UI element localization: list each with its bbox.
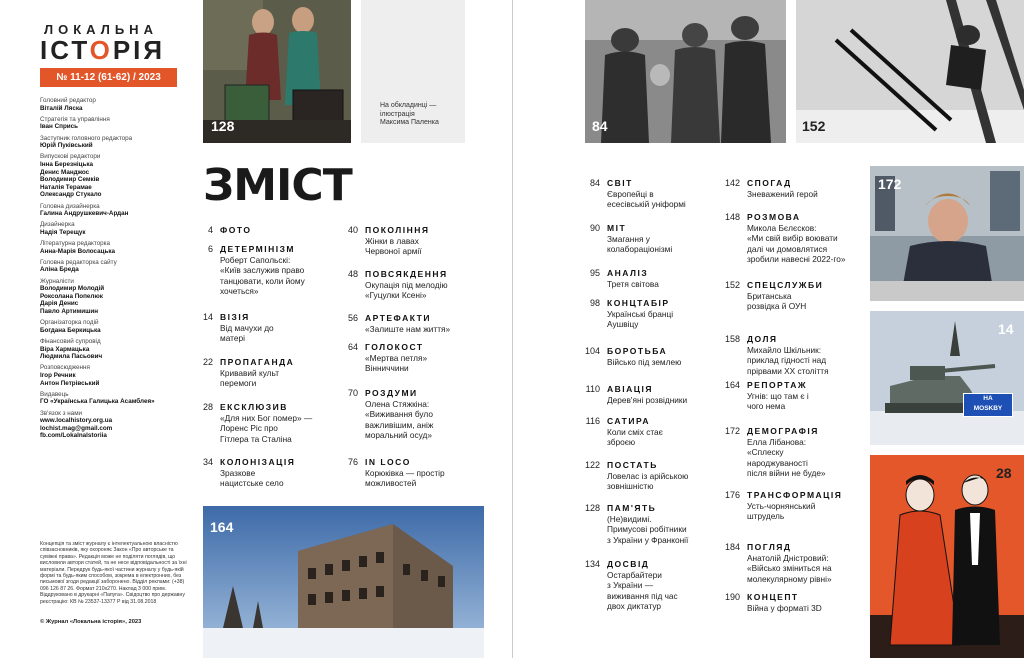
staff-name: Юрій Пуківський <box>40 142 93 150</box>
toc-description: Кривавий культ перемоги <box>220 368 279 389</box>
staff-name: Володимир Молодій Роксолана Попелюк Дарія Денис Павло Артимишин <box>40 285 105 315</box>
toc-description: Остарбайтери з України — виживання під час двох диктатур <box>607 570 678 612</box>
staff-group <box>40 391 190 406</box>
toc-description: Роберт Сапольскі: «Київ заслужив право танцювати, коли йому хочеться» <box>220 255 305 297</box>
toc-page-number: 48 <box>347 269 358 279</box>
staff-role: Головна дизайнерка <box>40 202 100 210</box>
toc-page-number: 4 <box>207 225 213 235</box>
staff-group <box>40 153 190 199</box>
toc-description: Елла Лібанова: «Сплеску народжуваності після війни не буде» <box>747 437 826 479</box>
toc-description: Дерев'яні розвідники <box>607 395 688 405</box>
toc-section-title: АРТЕФАКТИ <box>365 313 431 323</box>
toc-page-number: 64 <box>347 342 358 352</box>
photo-illustration <box>870 455 1024 658</box>
staff-name: Надія Терещук <box>40 228 86 236</box>
page-fold <box>512 0 513 658</box>
staff-name: Віталій Ляска <box>40 104 83 112</box>
toc-page-number: 172 <box>724 426 740 436</box>
staff-role: Заступник головного редактора <box>40 134 133 142</box>
toc-page-number: 184 <box>724 542 740 552</box>
toc-section-title: ПОГЛЯД <box>747 542 792 552</box>
photo-page-number: 152 <box>802 118 826 134</box>
toc-section-title: ПОКОЛІННЯ <box>365 225 430 235</box>
toc-description: Жінки в лавах Червоної армії <box>365 236 422 257</box>
toc-description: Михайло Шкільник: приклад гідності над прірвами ХХ століття <box>747 345 829 376</box>
toc-section-title: АВІАЦІЯ <box>607 384 653 394</box>
photo-page-number: 128 <box>211 118 235 134</box>
photo-page-number: 14 <box>998 321 1014 337</box>
toc-page-number: 134 <box>584 559 600 569</box>
toc-page-number: 95 <box>589 268 600 278</box>
toc-page-number: 40 <box>347 225 358 235</box>
staff-role: Головна редакторка сайту <box>40 258 117 266</box>
photo-cover-illustration <box>870 455 1024 658</box>
toc-description: Військо під землею <box>607 357 682 367</box>
photo-ski-jumper <box>796 0 1024 143</box>
photo-ella-libanova <box>870 166 1024 301</box>
toc-description: Ловелас із арійською зовнішністю <box>607 471 689 492</box>
logo-part-b: РІЯ <box>112 35 166 65</box>
staff-name: Іван Спрись <box>40 123 79 131</box>
staff-name: Анна-Марія Волосацька <box>40 247 115 255</box>
toc-description: Окупація під мелодію «Гуцулки Ксені» <box>365 280 448 301</box>
toc-section-title: РЕПОРТАЖ <box>747 380 808 390</box>
staff-name: ГО «Українська Галицька Асамблея» <box>40 398 155 406</box>
photo-illustration <box>796 0 1024 143</box>
logo-part-o: О <box>89 35 113 65</box>
photo-illustration <box>203 506 484 658</box>
road-sign: НА MOSKBY <box>963 393 1013 417</box>
toc-section-title: СПЕЦСЛУЖБИ <box>747 280 824 290</box>
photo-page-number: 172 <box>878 176 902 192</box>
toc-section-title: КОНЦЕПТ <box>747 592 799 602</box>
toc-description: (Не)видимі. Примусові робітники з України у Франконії <box>607 514 689 545</box>
toc-column-2 <box>340 225 510 505</box>
toc-description: Європейці в есесівській уніформі <box>607 189 686 210</box>
toc-page-number: 76 <box>347 457 358 467</box>
toc-description: Британська розвідка й ОУН <box>747 291 807 312</box>
toc-description: Микола Бєлєсков: «Ми свій вибір воювати далі чи домовлятися зробили навесні 2022-го» <box>747 223 846 265</box>
toc-section-title: САТИРА <box>607 416 651 426</box>
staff-role: Розповсюдження <box>40 364 90 372</box>
toc-page-number: 14 <box>202 312 213 322</box>
toc-section-title: IN LOCO <box>365 457 411 467</box>
toc-page-number: 176 <box>724 490 740 500</box>
staff-group <box>40 203 190 218</box>
staff-role: Випускові редактори <box>40 153 101 161</box>
toc-page-number: 116 <box>585 416 600 426</box>
copyright: © Журнал «Локальна історія», 2023 <box>40 619 142 625</box>
toc-page-number: 128 <box>584 503 600 513</box>
toc-section-title: КОЛОНІЗАЦІЯ <box>220 457 296 467</box>
logo-top-word: ЛОКАЛЬНА <box>44 22 158 37</box>
page-title: ЗМІСТ <box>203 160 352 211</box>
toc-section-title: СВІТ <box>607 178 633 188</box>
staff-group <box>40 410 190 440</box>
staff-name: Аліна Бреда <box>40 266 79 274</box>
toc-section-title: МІТ <box>607 223 627 233</box>
issue-badge: № 11-12 (61-62) / 2023 <box>40 68 177 87</box>
toc-column-1 <box>195 225 355 505</box>
toc-page-number: 22 <box>202 357 213 367</box>
toc-description: Анатолій Дністровий: «Військо зміниться на молекулярному рівні» <box>747 553 832 584</box>
staff-role: Зв'язок з нами <box>40 409 83 417</box>
toc-section-title: ДОСВІД <box>607 559 650 569</box>
toc-page-number: 104 <box>584 346 600 356</box>
toc-page-number: 190 <box>724 592 740 602</box>
toc-description: Зразкове нацистське село <box>220 468 284 489</box>
toc-page-number: 84 <box>589 178 600 188</box>
toc-section-title: ДЕМОГРАФІЯ <box>747 426 819 436</box>
toc-page-number: 142 <box>724 178 740 188</box>
toc-section-title: ПАМ'ЯТЬ <box>607 503 657 513</box>
toc-section-title: ВІЗІЯ <box>220 312 250 322</box>
toc-page-number: 34 <box>202 457 213 467</box>
staff-role: Дизайнерка <box>40 221 75 229</box>
toc-page-number: 98 <box>589 298 600 308</box>
staff-role: Видавець <box>40 390 69 398</box>
toc-section-title: ЕКСКЛЮЗИВ <box>220 402 288 412</box>
toc-description: Українські бранці Аушвіцу <box>607 309 674 330</box>
legal-fine-print: Концепція та зміст журналу є інтелектуальною власністю співзасновників, яку охороняє Закон «Про авторське та суміжні права». Редакція може не поділяти поглядів, що висловили автори статей, та не несе відповідальності за їхні матеріали. Передрук будь-якої частини журналу у будь-якій формі та будь-яким способом, зокрема в електронних, без письмової згоди редакції заборонено. Відділ реклами: (+38) 096 126 87 26. Формат 210x270. Наклад 3 000 прим. Віддруковано в друкарні «Папуга». Свідоцтво про державну реєстрацію: КВ № 23537-13377 Р від 31.08.2018 <box>40 541 187 605</box>
toc-column-4 <box>722 178 872 618</box>
toc-section-title: КОНЦТАБІР <box>607 298 670 308</box>
toc-description: Олена Стяжкіна: «Виживання було важливішим, аніж моральний осуд» <box>365 399 434 441</box>
masthead-column <box>0 0 193 658</box>
toc-page-number: 56 <box>347 313 358 323</box>
staff-role: Літературна редакторка <box>40 240 111 248</box>
toc-description: «Мертва петля» Вінниччини <box>365 353 428 374</box>
toc-description: «Залиште нам життя» <box>365 324 451 334</box>
staff-name: Богдана Беркицька <box>40 326 101 334</box>
staff-name: Віра Хармацька Людмила Пасьович <box>40 345 103 361</box>
staff-group <box>40 338 190 361</box>
toc-section-title: ТРАНСФОРМАЦІЯ <box>747 490 843 500</box>
toc-description: Усть-чорнянський штрудель <box>747 501 816 522</box>
toc-section-title: АНАЛІЗ <box>607 268 649 278</box>
toc-page-number: 90 <box>589 223 600 233</box>
photo-page-number: 28 <box>996 465 1012 481</box>
photo-illustration <box>585 0 786 143</box>
toc-section-title: ПРОПАГАНДА <box>220 357 295 367</box>
toc-description: Корюківка — простір можливостей <box>365 468 445 489</box>
staff-group <box>40 364 190 387</box>
photo-abandoned-building <box>203 506 484 658</box>
toc-section-title: ДОЛЯ <box>747 334 778 344</box>
staff-name: www.localhistory.org.ua lochist.mag@gmail.com fb.com/Lokalnalstoriia <box>40 417 113 440</box>
staff-group <box>40 319 190 334</box>
toc-description: Коли сміх стає зброєю <box>607 427 663 448</box>
staff-role: Журналісти <box>40 277 74 285</box>
cover-caption: На обкладинці — ілюстрація Максима Паленка <box>380 102 439 126</box>
staff-group <box>40 97 190 112</box>
toc-section-title: СПОГАД <box>747 178 792 188</box>
staff-role: Фінансовий супровід <box>40 337 101 345</box>
toc-section-title: ПОСТАТЬ <box>607 460 658 470</box>
toc-column-3 <box>582 178 722 618</box>
staff-group <box>40 240 190 255</box>
toc-page-number: 158 <box>724 334 740 344</box>
staff-group <box>40 259 190 274</box>
staff-group <box>40 221 190 236</box>
toc-section-title: РОЗМОВА <box>747 212 801 222</box>
staff-role: Організаторка подій <box>40 319 99 327</box>
toc-description: Змагання у колабораціонізмі <box>607 234 673 255</box>
toc-section-title: БОРОТЬБА <box>607 346 668 356</box>
toc-page-number: 70 <box>347 388 358 398</box>
toc-page-number: 148 <box>724 212 740 222</box>
staff-list <box>40 97 190 443</box>
staff-name: Інна Березніцька Денис Манджос Володимир Семків Наталія Терамае Олександр Стукало <box>40 160 102 199</box>
toc-page-number: 6 <box>207 244 213 254</box>
toc-description: Угнів: що там є і чого нема <box>747 391 809 412</box>
staff-group <box>40 278 190 316</box>
toc-description: «Для них Бог помер» — Лоренс Ріс про Гітлера та Сталіна <box>220 413 313 444</box>
toc-page-number: 28 <box>202 402 213 412</box>
toc-description: Від мачухи до матері <box>220 323 274 344</box>
toc-page-number: 164 <box>724 380 740 390</box>
toc-description: Зневажений герой <box>747 189 818 199</box>
photo-ss-soldiers <box>585 0 786 143</box>
magazine-logo <box>40 35 165 66</box>
logo-part-a: ІСТ <box>40 35 90 65</box>
toc-description: Третя світова <box>607 279 659 289</box>
staff-name: Ігор Речник Антон Петрівський <box>40 371 100 387</box>
photo-page-number: 164 <box>210 519 234 535</box>
staff-group <box>40 116 190 131</box>
toc-page-number: 110 <box>585 384 600 394</box>
toc-section-title: ФОТО <box>220 225 252 235</box>
photo-tank-monument <box>870 311 1024 445</box>
staff-group <box>40 135 190 150</box>
toc-section-title: ГОЛОКОСТ <box>365 342 424 352</box>
staff-role: Стратегія та управління <box>40 115 110 123</box>
toc-section-title: РОЗДУМИ <box>365 388 418 398</box>
photo-page-number: 84 <box>592 118 608 134</box>
staff-role: Головний редактор <box>40 97 96 104</box>
toc-description: Війна у форматі 3D <box>747 603 822 613</box>
photo-ostarbeiter-women <box>203 0 351 143</box>
toc-section-title: ДЕТЕРМІНІЗМ <box>220 244 295 254</box>
toc-page-number: 122 <box>584 460 600 470</box>
staff-name: Галина Андрушкевич-Ардан <box>40 210 129 218</box>
toc-section-title: ПОВСЯКДЕННЯ <box>365 269 448 279</box>
toc-page-number: 152 <box>724 280 740 290</box>
